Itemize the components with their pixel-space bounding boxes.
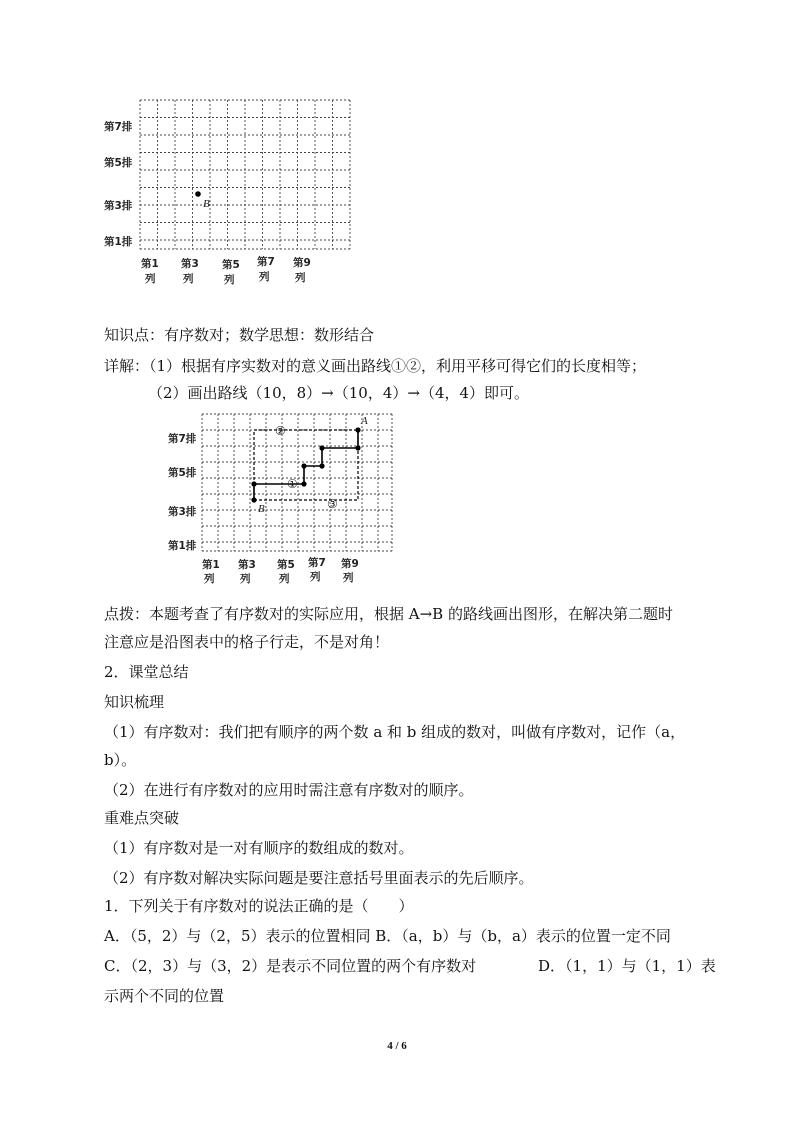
col-label: 列 xyxy=(183,273,194,285)
option-d: D．（1，1）与（1，1）表 xyxy=(538,957,716,975)
summary-item-2: （2）在进行有序数对的应用时需注意有序数对的顺序。 xyxy=(104,781,474,799)
col-label: 第1 xyxy=(202,559,220,571)
row-label: 第5排 xyxy=(104,157,133,169)
point-b-label: B xyxy=(203,198,210,210)
option-a-b: A．（5，2）与（2，5）表示的位置相同 B．（a，b）与（b，a）表示的位置一定不同 xyxy=(104,927,671,945)
col-label: 列 xyxy=(295,272,306,284)
col-label: 第3 xyxy=(238,559,256,571)
col-label: 第9 xyxy=(293,257,311,269)
difficulty-item-1: （1）有序数对是一对有顺序的数组成的数对。 xyxy=(104,839,414,857)
point-b-label: B xyxy=(258,503,265,515)
col-label: 第3 xyxy=(181,258,199,270)
difficulty-item-2: （2）有序数对解决实际问题是要注意括号里面表示的先后顺序。 xyxy=(104,869,534,887)
col-label: 列 xyxy=(279,573,290,585)
grid-lines xyxy=(140,100,350,249)
point-b xyxy=(195,191,201,197)
row-label: 第7排 xyxy=(104,121,133,133)
tip-line-2: 注意应是沿图表中的格子行走，不是对角！ xyxy=(104,633,390,651)
route-mark-2: ② xyxy=(275,424,286,438)
point-a-label: A xyxy=(361,415,368,427)
question-1: 1．下列关于有序数对的说法正确的是（ ） xyxy=(104,897,414,915)
col-label: 列 xyxy=(145,273,156,285)
route-point xyxy=(251,481,256,486)
col-label: 第7 xyxy=(308,557,326,569)
route-mark-3: ③ xyxy=(327,497,338,511)
route-point xyxy=(319,463,324,468)
col-label: 列 xyxy=(204,573,215,585)
row-label: 第7排 xyxy=(168,433,197,445)
row-label: 第5排 xyxy=(168,467,197,479)
col-label: 第7 xyxy=(257,256,275,268)
route-mark-1: ① xyxy=(287,477,298,491)
col-label: 第9 xyxy=(341,558,359,570)
explanation-line-2: （2）画出路线（10，8）→（10，4）→（4，4）即可。 xyxy=(148,384,530,402)
grid-figure-2 xyxy=(160,408,410,588)
col-label: 列 xyxy=(343,572,354,584)
col-label: 第1 xyxy=(141,258,159,270)
tip-line-1: 点拨：本题考查了有序数对的实际应用，根据 A→B 的路线画出图形，在解决第二题时 xyxy=(104,605,673,623)
summary-item-1-cont: b）。 xyxy=(104,751,137,769)
row-label: 第1排 xyxy=(104,236,133,248)
page-number: 4 / 6 xyxy=(387,1040,407,1052)
route-point xyxy=(251,497,256,502)
option-c: C．（2，3）与（3，2）是表示不同位置的两个有序数对 xyxy=(104,957,477,975)
knowledge-point: 知识点：有序数对；数学思想：数形结合 xyxy=(104,326,375,344)
explanation-line-1: 详解：（1）根据有序实数对的意义画出路线①②，利用平移可得它们的长度相等； xyxy=(104,357,647,375)
route-point xyxy=(355,445,360,450)
col-label: 列 xyxy=(310,571,321,583)
grid-figure-1 xyxy=(95,92,365,292)
route-point xyxy=(319,445,324,450)
option-d-cont: 示两个不同的位置 xyxy=(104,987,225,1005)
section-heading: 2．课堂总结 xyxy=(104,663,189,681)
col-label: 列 xyxy=(240,573,251,585)
route-point xyxy=(301,463,306,468)
col-label: 第5 xyxy=(277,559,295,571)
row-label: 第1排 xyxy=(168,540,197,552)
col-label: 第5 xyxy=(222,259,240,271)
summary-item-1: （1）有序数对：我们把有顺序的两个数 a 和 b 组成的数对，叫做有序数对，记作（a， xyxy=(104,723,686,741)
summary-title: 知识梳理 xyxy=(104,693,165,711)
col-label: 列 xyxy=(259,271,270,283)
route-point xyxy=(301,481,306,486)
row-label: 第3排 xyxy=(168,506,197,518)
route-point xyxy=(355,427,360,432)
difficulty-title: 重难点突破 xyxy=(104,809,180,827)
col-label: 列 xyxy=(224,274,235,286)
row-label: 第3排 xyxy=(104,200,133,212)
